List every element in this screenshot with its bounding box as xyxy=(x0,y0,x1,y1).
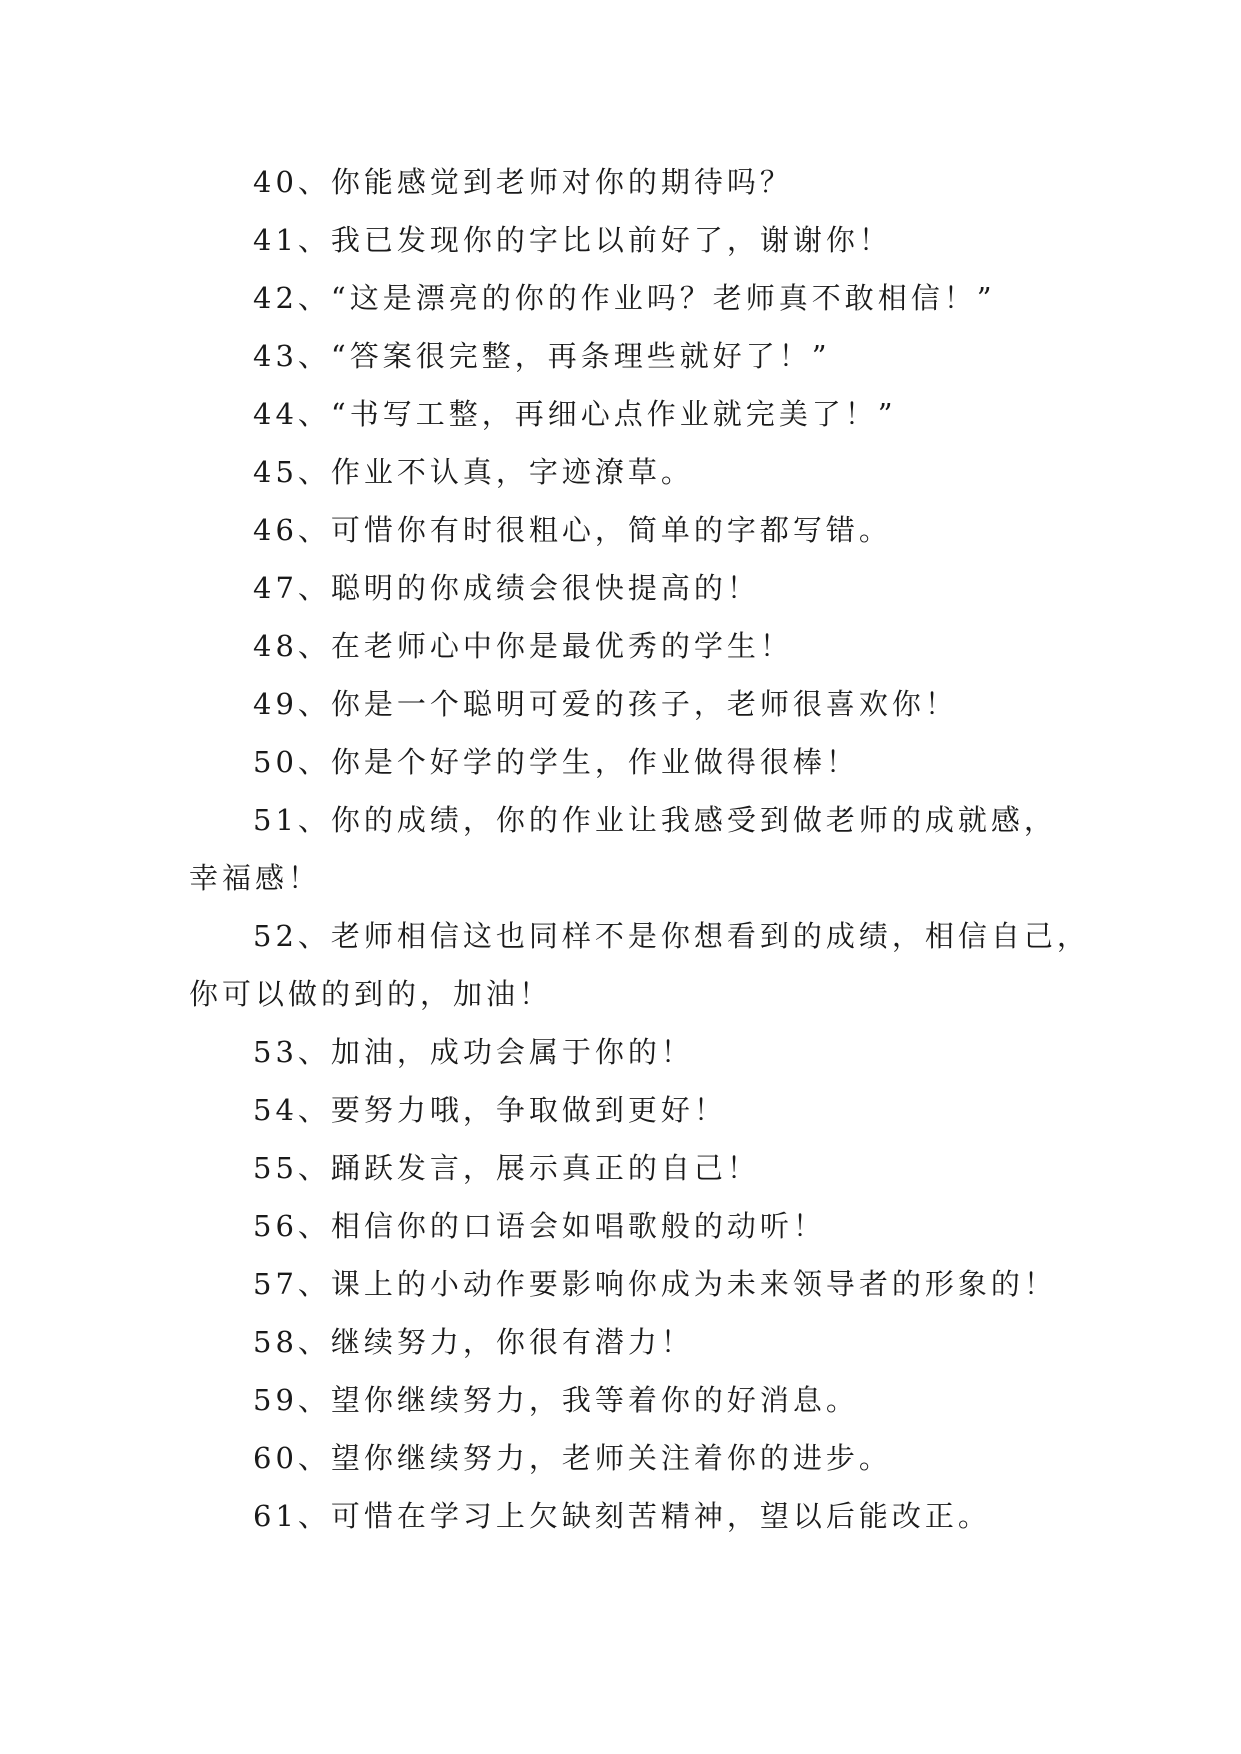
comment-line-43: 43、“答案很完整，再条理些就好了！” xyxy=(253,339,831,373)
comment-line-57: 57、课上的小动作要影响你成为未来领导者的形象的！ xyxy=(253,1267,1057,1301)
comment-line-50: 50、你是个好学的学生，作业做得很棒！ xyxy=(253,745,859,779)
comment-line-51: 51、你的成绩，你的作业让我感受到做老师的成就感， xyxy=(253,803,1057,837)
comment-line-52-continued: 你可以做的到的，加油！ xyxy=(189,977,553,1011)
comment-line-42: 42、“这是漂亮的你的作业吗？老师真不敢相信！” xyxy=(253,281,996,315)
comment-line-46: 46、可惜你有时很粗心，简单的字都写错。 xyxy=(253,513,892,547)
comment-line-54: 54、要努力哦，争取做到更好！ xyxy=(253,1093,727,1127)
comment-line-53: 53、加油，成功会属于你的！ xyxy=(253,1035,694,1069)
comment-line-56: 56、相信你的口语会如唱歌般的动听！ xyxy=(253,1209,826,1243)
comment-line-55: 55、踊跃发言，展示真正的自己！ xyxy=(253,1151,760,1185)
comment-line-49: 49、你是一个聪明可爱的孩子，老师很喜欢你！ xyxy=(253,687,958,721)
comment-line-58: 58、继续努力，你很有潜力！ xyxy=(253,1325,694,1359)
comment-line-45: 45、作业不认真，字迹潦草。 xyxy=(253,455,694,489)
comment-line-40: 40、你能感觉到老师对你的期待吗？ xyxy=(253,165,793,199)
comment-line-47: 47、聪明的你成绩会很快提高的！ xyxy=(253,571,760,605)
comment-line-59: 59、望你继续努力，我等着你的好消息。 xyxy=(253,1383,859,1417)
comment-line-61: 61、可惜在学习上欠缺刻苦精神，望以后能改正。 xyxy=(253,1499,991,1533)
comment-line-51-continued: 幸福感！ xyxy=(189,861,322,895)
comment-line-44: 44、“书写工整，再细心点作业就完美了！” xyxy=(253,397,897,431)
comment-line-41: 41、我已发现你的字比以前好了，谢谢你！ xyxy=(253,223,892,257)
comment-line-60: 60、望你继续努力，老师关注着你的进步。 xyxy=(253,1441,892,1475)
comment-line-48: 48、在老师心中你是最优秀的学生！ xyxy=(253,629,793,663)
comment-line-52: 52、老师相信这也同样不是你想看到的成绩，相信自己， xyxy=(253,919,1090,953)
document-body xyxy=(189,153,1090,1545)
